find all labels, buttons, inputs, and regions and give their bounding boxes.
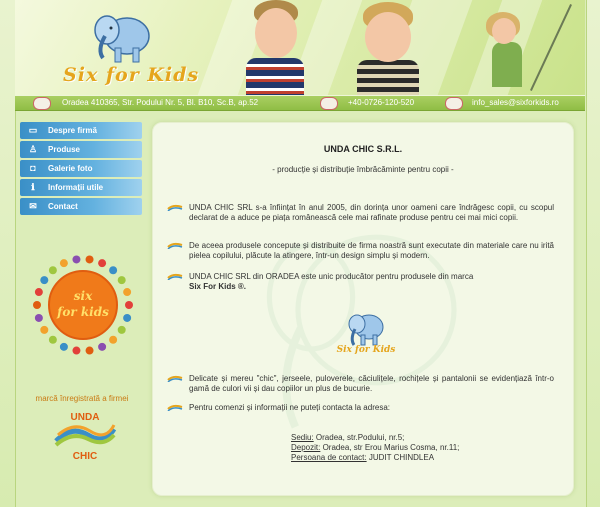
- ring-figure: [35, 288, 43, 296]
- unda-logo-top: UNDA: [70, 412, 100, 423]
- ring-figure: [86, 347, 94, 355]
- ring-figure: [72, 255, 80, 263]
- address-depozit: [291, 443, 459, 453]
- kid-on-swing-photo: [470, 0, 570, 95]
- ring-figure: [98, 343, 106, 351]
- ring-figure: [86, 255, 94, 263]
- address-sediu: [291, 433, 459, 443]
- paragraph-text: Delicate și mereu "chic", jerseele, puloverele, căciulițele, rochițele și pantalonii se evidențiază într-o gamă de culori vii și dau copiilor un plus de bucurie.: [189, 374, 554, 393]
- persoana-value: JUDIT CHINDLEA: [366, 453, 435, 462]
- nav-item-label: Informații utile: [48, 183, 104, 192]
- ring-figure: [72, 347, 80, 355]
- site-logo-text[interactable]: Six for Kids: [63, 64, 200, 86]
- nav-item-galerie-foto[interactable]: [20, 160, 142, 177]
- paragraph-products: [189, 241, 554, 261]
- kid-photo: [230, 0, 320, 95]
- unda-chic-logo: [50, 412, 120, 478]
- ring-figure: [33, 301, 41, 309]
- content-panel: [152, 122, 574, 496]
- info-icon: ℹ: [31, 182, 35, 192]
- envelope-icon: ✉: [29, 201, 37, 211]
- ring-figure: [118, 326, 126, 334]
- ring-figure: [98, 259, 106, 267]
- registered-brand-text: marcă înregistrată a firmei: [35, 394, 129, 403]
- ring-figure: [40, 326, 48, 334]
- bullet-wave-icon: [167, 273, 183, 280]
- email-link[interactable]: info_sales@sixforkids.ro: [472, 98, 559, 107]
- six-for-kids-badge: [30, 252, 136, 358]
- nav-item-label: Contact: [48, 202, 78, 211]
- badge-line2: for kids: [57, 305, 109, 319]
- ring-figure: [49, 266, 57, 274]
- paragraph-text: De aceea produsele concepute și distribuite de firma noastră sunt executate din materiale care nu irită pielea copilului, plăcute la atingere, într-un design simplu și modern.: [189, 241, 554, 260]
- header-banner: [15, 0, 585, 95]
- camera-icon: ◘: [30, 163, 36, 173]
- envelope-icon: [33, 97, 51, 110]
- email-icon: [445, 97, 463, 110]
- unda-logo-bottom: CHIC: [72, 451, 98, 462]
- page-subtitle: - producție și distribuție îmbrăcăminte pentru copii -: [272, 165, 454, 174]
- nav-item-despre-firma[interactable]: [20, 122, 142, 139]
- page-title: UNDA CHIC S.R.L.: [323, 144, 403, 154]
- bullet-wave-icon: [167, 375, 183, 382]
- elephant-logo-icon[interactable]: [85, 6, 165, 66]
- phone-text: +40-0726-120-520: [348, 98, 415, 107]
- address-persoana: [291, 453, 459, 463]
- ring-figure: [123, 314, 131, 322]
- logo-text: Six for Kids: [336, 345, 396, 355]
- nav-item-contact[interactable]: [20, 198, 142, 215]
- bullet-wave-icon: [167, 242, 183, 249]
- depozit-value: Oradea, str Erou Marius Cosma, nr.11;: [320, 443, 460, 452]
- wave-icon: [52, 423, 118, 449]
- phone-icon: [320, 97, 338, 110]
- nav-item-label: Despre firmă: [48, 126, 97, 135]
- paragraph-text: UNDA CHIC SRL din ORADEA este unic producător pentru produsele din marca: [189, 272, 474, 281]
- ring-figure: [118, 276, 126, 284]
- ring-figure: [123, 288, 131, 296]
- brand-name: Six For Kids ®.: [189, 282, 247, 291]
- paragraph-text: UNDA CHIC SRL s-a înființat în anul 2005, din dorința unor oameni care îndrăgesc copii, cu scopul declarat de a aduce pe piața românească cele mai rafinate produse pentru cei mai mici copii.: [189, 203, 554, 222]
- nav-item-label: Produse: [48, 145, 81, 154]
- persoana-label: Persoana de contact:: [291, 453, 367, 462]
- bullet-wave-icon: [167, 404, 183, 411]
- nav-item-produse[interactable]: [20, 141, 142, 158]
- depozit-label: Depozit:: [291, 443, 321, 452]
- ring-figure: [60, 343, 68, 351]
- ring-figure: [60, 259, 68, 267]
- book-icon: ▭: [28, 125, 38, 135]
- nav-item-informatii-utile[interactable]: [20, 179, 142, 196]
- paragraph-chic: [189, 374, 554, 394]
- ring-figure: [49, 336, 57, 344]
- main-navigation: [20, 122, 142, 217]
- paragraph-text: Pentru comenzi și informații ne puteți contacta la adresa:: [189, 403, 390, 412]
- six-for-kids-logo: [333, 309, 399, 361]
- address-text: Oradea 410365, Str. Podului Nr. 5, Bl. B10, Sc.B, ap.52: [62, 98, 259, 107]
- sediu-value: Oradea, str.Podului, nr.5;: [313, 433, 405, 442]
- elephant-logo-icon: [333, 309, 399, 349]
- paragraph-contact: [189, 403, 554, 413]
- badge-line1: six: [73, 289, 93, 303]
- ring-figure: [109, 266, 117, 274]
- paragraph-brand: [189, 272, 554, 292]
- ring-figure: [125, 301, 133, 309]
- bullet-wave-icon: [167, 204, 183, 211]
- shirt-icon: ♙: [28, 144, 38, 154]
- ring-figure: [35, 314, 43, 322]
- ring-figure: [109, 336, 117, 344]
- sediu-label: Sediu:: [291, 433, 314, 442]
- paragraph-intro: [189, 203, 554, 223]
- kid-photo: [345, 0, 435, 95]
- contact-bar: [15, 95, 585, 111]
- nav-item-label: Galerie foto: [48, 164, 93, 173]
- ring-figure: [40, 276, 48, 284]
- address-block: [291, 433, 459, 463]
